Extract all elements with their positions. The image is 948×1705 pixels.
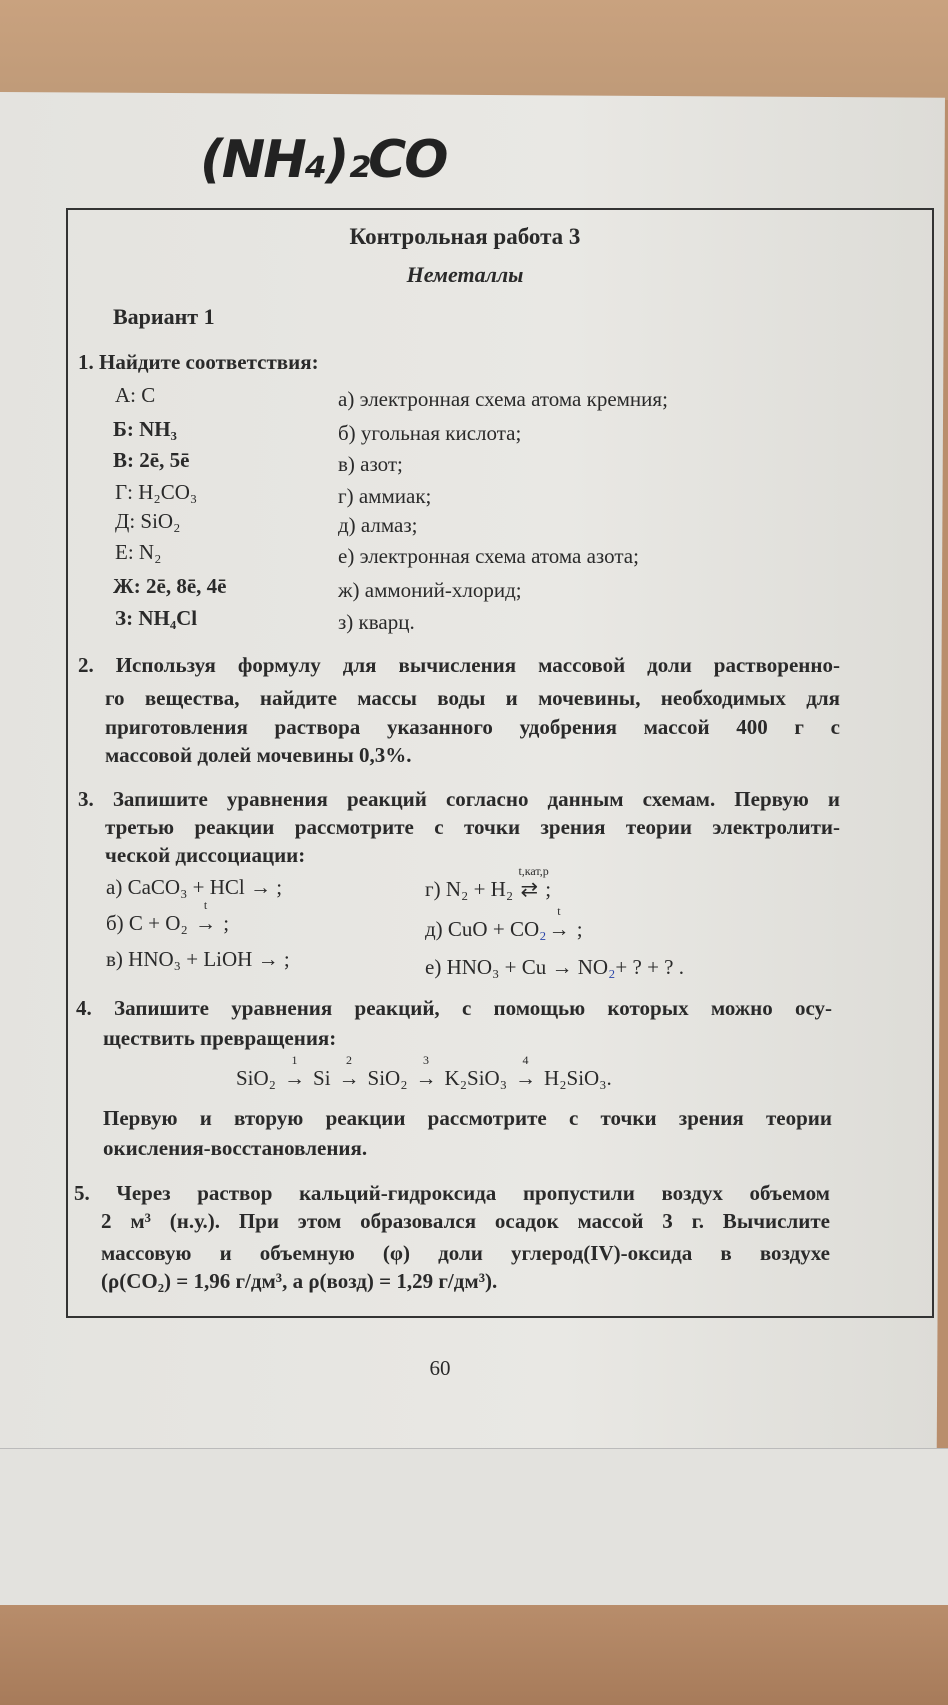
arrow-icon: 1 → xyxy=(284,1053,306,1090)
paper-sheet-below xyxy=(0,1448,948,1609)
eq-d-end: ; xyxy=(571,917,583,941)
page-title: Контрольная работа 3 xyxy=(349,224,581,249)
chain-compound: SiO₂ xyxy=(367,1066,408,1090)
text-line: Первую и вторую реакции рассмотрите с точки зрения теории xyxy=(103,1106,832,1130)
match-left-item: В: 2ē, 5ē xyxy=(113,448,190,472)
text-line: ществить превращения: xyxy=(103,1026,337,1050)
eq-g-end: ; xyxy=(540,877,552,901)
arrow-icon: 2 → xyxy=(338,1053,360,1090)
chain-compound: SiO₂ xyxy=(236,1066,277,1090)
step-number: 1 xyxy=(291,1053,298,1067)
equilibrium-arrow-icon: t,кат,р ⇄ xyxy=(518,864,549,901)
match-right-item: з) кварц. xyxy=(338,610,415,634)
eq-e-end: + ? + ? . xyxy=(615,955,684,979)
conversion-chain xyxy=(236,1053,612,1091)
arrow-label: t xyxy=(557,904,561,918)
arrow-icon: 3 → xyxy=(415,1053,437,1090)
handwritten-subscript: ₂ xyxy=(608,955,616,979)
match-left-item: Г: H₂CO₃ xyxy=(115,480,198,504)
match-left-item: Д: SiO₂ xyxy=(115,509,181,533)
eq-d-text: д) CuO + CO xyxy=(425,917,540,941)
match-right-item: а) электронная схема атома кремния; xyxy=(338,387,668,411)
q1-heading: 1. Найдите соответствия: xyxy=(78,350,319,374)
match-right-item: д) алмаз; xyxy=(338,513,418,537)
step-number: 4 xyxy=(522,1053,529,1067)
text-line: (ρ(CO₂) = 1,96 г/дм³, а ρ(возд) = 1,29 г/дм³). xyxy=(101,1269,498,1293)
handwritten-note: (NH₄)₂CO xyxy=(200,130,447,190)
match-right-item: б) угольная кислота; xyxy=(338,421,522,445)
step-number: 3 xyxy=(423,1053,430,1067)
text-line: массовую и объемную (φ) доли углерод(IV)-оксида в воздухе xyxy=(101,1241,830,1265)
eq-b xyxy=(106,898,230,936)
text-line: 2 м³ (н.у.). При этом образовался осадок массой 3 г. Вычислите xyxy=(101,1209,830,1233)
eq-e xyxy=(425,955,684,980)
eq-v: в) HNO₃ + LiOH → ; xyxy=(106,947,290,971)
text-line: 5. Через раствор кальций-гидроксида пропустили воздух объемом xyxy=(74,1181,830,1205)
eq-a: а) CaCO₃ + HCl → ; xyxy=(106,875,283,899)
text-line: го вещества, найдите массы воды и мочевины, необходимых для xyxy=(105,686,840,710)
chain-compound: K₂SiO₃ xyxy=(444,1066,508,1090)
match-left-item: Е: N₂ xyxy=(115,540,162,564)
step-number: 2 xyxy=(346,1053,353,1067)
text-line: третью реакции рассмотрите с точки зрения теории электролити- xyxy=(105,815,840,839)
text-line: 2. Используя формулу для вычисления массовой доли растворенно- xyxy=(78,653,840,677)
match-left-item: З: NH₄Cl xyxy=(115,606,198,630)
eq-e-text: е) HNO₃ + Cu → NO xyxy=(425,955,609,979)
match-left-item: Б: NH₃ xyxy=(113,417,177,441)
arrow-icon: t → xyxy=(195,898,217,935)
table-surface-bottom xyxy=(0,1605,948,1705)
eq-g xyxy=(425,864,552,902)
match-left-item: А: C xyxy=(115,383,156,407)
chain-compound: Si xyxy=(313,1066,331,1090)
eq-d xyxy=(425,904,583,942)
match-right-item: ж) аммоний-хлорид; xyxy=(338,578,522,602)
text-line: 4. Запишите уравнения реакций, с помощью которых можно осу- xyxy=(76,996,832,1020)
table-surface xyxy=(0,0,948,100)
eq-g-text: г) N₂ + H₂ xyxy=(425,877,519,901)
match-left-item: Ж: 2ē, 8ē, 4ē xyxy=(113,574,227,598)
match-right-item: е) электронная схема атома азота; xyxy=(338,544,639,568)
variant-heading: Вариант 1 xyxy=(113,304,215,329)
page-subtitle: Неметаллы xyxy=(406,262,524,287)
chain-compound: H₂SiO₃. xyxy=(544,1066,612,1090)
text-line: массовой долей мочевины 0,3%. xyxy=(105,743,412,767)
page-number: 60 xyxy=(429,1356,451,1380)
text-line: приготовления раствора указанного удобрения массой 400 г с xyxy=(105,715,840,739)
text-line: окисления-восстановления. xyxy=(103,1136,368,1160)
arrow-icon: t → xyxy=(548,904,570,941)
match-right-item: в) азот; xyxy=(338,452,403,476)
eq-b-end: ; xyxy=(218,911,230,935)
arrow-label: t,кат,р xyxy=(518,864,549,878)
handwritten-subscript: ₂ xyxy=(539,917,547,941)
match-right-item: г) аммиак; xyxy=(338,484,432,508)
eq-b-text: б) C + O₂ xyxy=(106,911,194,935)
arrow-icon: 4 → xyxy=(515,1053,537,1090)
text-line: ческой диссоциации: xyxy=(105,843,306,867)
text-line: 3. Запишите уравнения реакций согласно данным схемам. Первую и xyxy=(78,787,840,811)
arrow-label: t xyxy=(203,898,208,912)
